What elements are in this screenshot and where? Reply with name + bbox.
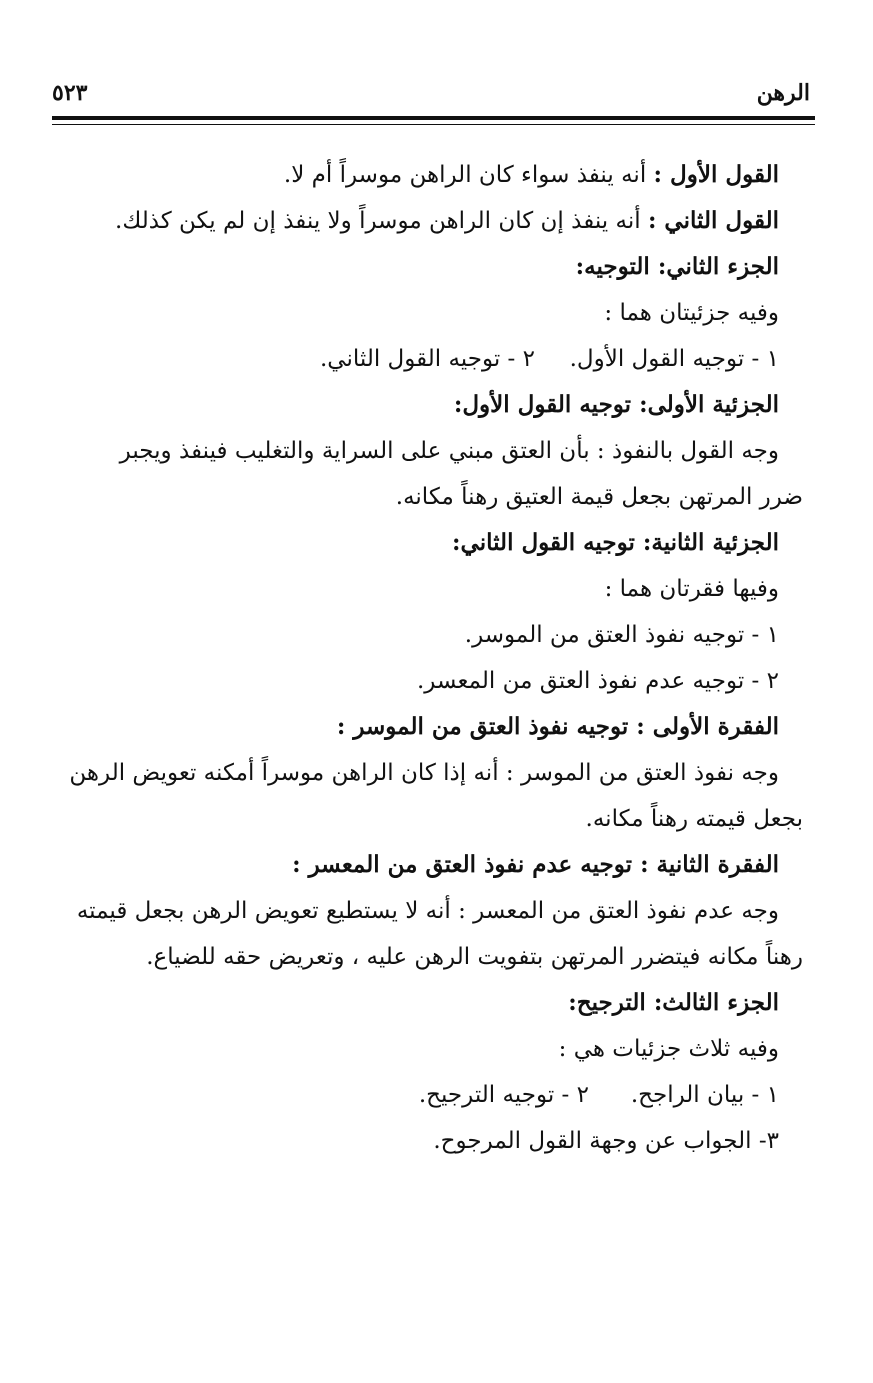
second-opinion-label: القول الثاني : bbox=[647, 207, 779, 234]
section-heading: الجزئية الثانية: توجيه القول الثاني: bbox=[452, 529, 779, 556]
list-row bbox=[44, 336, 779, 382]
second-opinion-text: أنه ينفذ إن كان الراهن موسراً ولا ينفذ إن لم يكن كذلك. bbox=[115, 208, 648, 234]
list-item: ٢ - توجيه عدم نفوذ العتق من المعسر. bbox=[416, 668, 779, 694]
paragraph-line: وفيها فقرتان هما : bbox=[604, 576, 779, 602]
paragraph-line: وجه عدم نفوذ العتق من المعسر : أنه لا يستطيع تعويض الرهن بجعل قيمته bbox=[76, 898, 779, 924]
header-rule-thin bbox=[52, 124, 815, 125]
list-item: ١ - بيان الراجح. bbox=[630, 1082, 779, 1108]
section-heading: الجزء الثاني: التوجيه: bbox=[575, 253, 779, 280]
chapter-title: الرهن bbox=[756, 80, 810, 106]
section-heading: الفقرة الثانية : توجيه عدم نفوذ العتق من المعسر : bbox=[292, 851, 779, 878]
section-heading: الفقرة الأولى : توجيه نفوذ العتق من الموسر : bbox=[336, 713, 779, 740]
list-item: ١ - توجيه نفوذ العتق من الموسر. bbox=[464, 622, 779, 648]
list-item: ٢ - توجيه القول الثاني. bbox=[319, 346, 535, 372]
paragraph-line: وجه القول بالنفوذ : بأن العتق مبني على السراية والتغليب فينفذ ويجبر bbox=[119, 438, 779, 464]
section-heading: الجزئية الأولى: توجيه القول الأول: bbox=[453, 391, 779, 418]
paragraph-line: ضرر المرتهن بجعل قيمة العتيق رهناً مكانه. bbox=[395, 484, 803, 510]
paragraph-line bbox=[44, 198, 779, 244]
list-item: ١ - توجيه القول الأول. bbox=[569, 346, 779, 372]
list-item: ٣- الجواب عن وجهة القول المرجوح. bbox=[433, 1128, 779, 1154]
paragraph-line: وجه نفوذ العتق من الموسر : أنه إذا كان الراهن موسراً أمكنه تعويض الرهن bbox=[69, 760, 779, 786]
paragraph-line: وفيه ثلاث جزئيات هي : bbox=[558, 1036, 779, 1062]
paragraph-line bbox=[44, 152, 779, 198]
page-number: ٥٢٣ bbox=[52, 80, 88, 106]
header-rule-thick bbox=[52, 116, 815, 120]
list-row bbox=[44, 1072, 779, 1118]
paragraph-line: رهناً مكانه فيتضرر المرتهن بتفويت الرهن عليه ، وتعريض حقه للضياع. bbox=[146, 944, 803, 970]
first-opinion-text: أنه ينفذ سواء كان الراهن موسراً أم لا. bbox=[283, 162, 654, 188]
page-header bbox=[52, 76, 810, 110]
page-body bbox=[44, 152, 803, 1164]
first-opinion-label: القول الأول : bbox=[653, 161, 779, 188]
paragraph-line: وفيه جزئيتان هما : bbox=[604, 300, 779, 326]
list-item: ٢ - توجيه الترجيح. bbox=[418, 1082, 589, 1108]
section-heading: الجزء الثالث: الترجيح: bbox=[568, 989, 779, 1016]
paragraph-line: بجعل قيمته رهناً مكانه. bbox=[585, 806, 803, 832]
